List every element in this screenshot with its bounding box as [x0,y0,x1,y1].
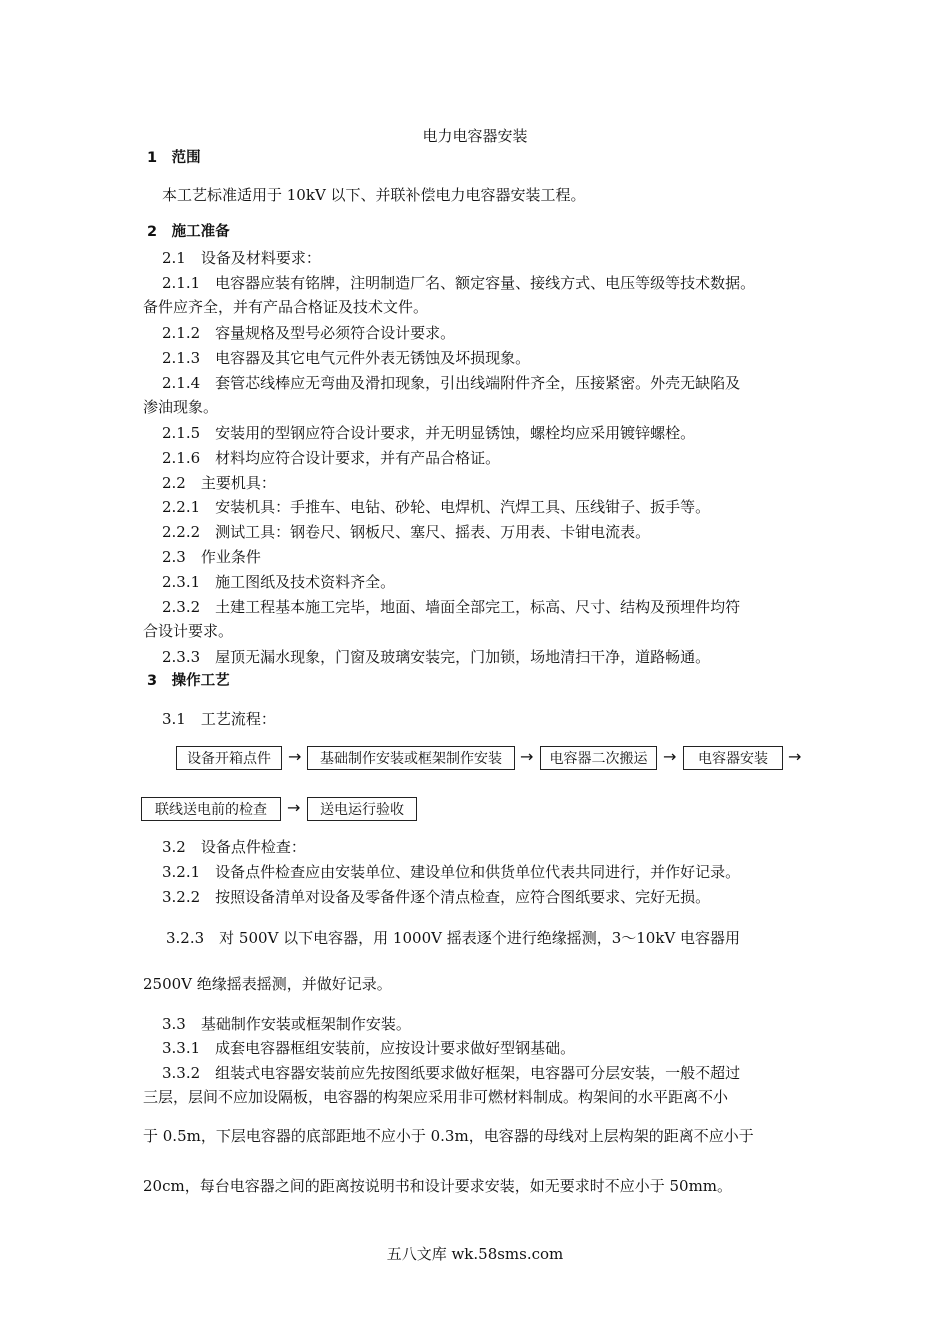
section-3-line: 3.3.1 成套电容器框组安装前，应按设计要求做好型钢基础。 [162,1039,576,1057]
section-2-line: 2.2.2 测试工具：钢卷尺、钢板尺、塞尺、摇表、万用表、卡钳电流表。 [162,523,651,541]
section-3-line: 2500V 绝缘摇表摇测，并做好记录。 [143,975,392,993]
section-2-line: 2.1.2 容量规格及型号必须符合设计要求。 [162,324,456,342]
flow-step: 联线送电前的检查 [141,797,281,821]
section-3-line: 于 0.5m，下层电容器的底部距地不应小于 0.3m，电容器的母线对上层构架的距离不应小于 [143,1127,754,1145]
flow-step: 送电运行验收 [307,797,417,821]
flow-step: 基础制作安装或框架制作安装 [307,746,515,770]
section-2-line: 2.1.6 材料均应符合设计要求，并有产品合格证。 [162,449,501,467]
section-3-line: 3.3 基础制作安装或框架制作安装。 [162,1015,411,1033]
footer-watermark: 五八文库 wk.58sms.com [386,1245,564,1263]
section-3-line: 20cm，每台电容器之间的距离按说明书和设计要求安装，如无要求时不应小于 50mm。 [143,1177,733,1195]
flow-arrow: → [287,798,301,817]
section-2-line: 2.3.3 屋顶无漏水现象，门窗及玻璃安装完，门加锁，场地清扫干净，道路畅通。 [162,648,711,666]
section-2-line: 2.3 作业条件 [162,548,261,566]
section-2-line: 2.3.1 施工图纸及技术资料齐全。 [162,573,396,591]
section-3-heading: 3 操作工艺 [147,673,230,689]
section-3-line: 3.2 设备点件检查： [162,838,306,856]
section-3-line: 3.2.2 按照设备清单对设备及零备件逐个清点检查，应符合图纸要求、完好无损。 [162,888,711,906]
section-1-heading: 1 范围 [147,150,201,166]
section-2-line: 渗油现象。 [143,398,219,416]
section-2-line: 2.2.1 安装机具：手推车、电钻、砂轮、电焊机、汽焊工具、压线钳子、扳手等。 [162,498,711,516]
section-3-line: 3.2.1 设备点件检查应由安装单位、建设单位和供货单位代表共同进行，并作好记录。 [162,863,741,881]
section-2-heading: 2 施工准备 [147,224,230,240]
section-2-line: 2.1.3 电容器及其它电气元件外表无锈蚀及坏损现象。 [162,349,531,367]
section-2-line: 2.2 主要机具： [162,474,276,492]
page-title: 电力电容器安装 [422,127,528,145]
section-3-line: 3.2.3 对 500V 以下电容器，用 1000V 摇表逐个进行绝缘摇测，3～10kV 电容器用 [166,929,741,947]
flow-step: 电容器二次搬运 [540,746,657,770]
flow-arrow: → [788,747,802,766]
section-3-line: 三层，层间不应加设隔板，电容器的构架应采用非可燃材料制成。构架间的水平距离不小 [143,1088,729,1106]
section-3-line: 3.3.2 组装式电容器安装前应先按图纸要求做好框架，电容器可分层安装，一般不超过 [162,1064,741,1082]
section-2-line: 备件应齐全，并有产品合格证及技术文件。 [143,298,429,316]
section-1-text: 本工艺标准适用于 10kV 以下、并联补偿电力电容器安装工程。 [162,186,586,204]
section-2-line: 2.1.5 安装用的型钢应符合设计要求，并无明显锈蚀，螺栓均应采用镀锌螺栓。 [162,424,696,442]
flow-arrow: → [663,747,677,766]
section-2-line: 2.1.4 套管芯线棒应无弯曲及滑扣现象，引出线端附件齐全，压接紧密。外壳无缺陷及 [162,374,741,392]
flow-step: 设备开箱点件 [176,746,282,770]
section-2-line: 2.1.1 电容器应装有铭牌，注明制造厂名、额定容量、接线方式、电压等级等技术数据。 [162,274,756,292]
section-2-line: 合设计要求。 [143,622,234,640]
section-2-line: 2.1 设备及材料要求： [162,249,321,267]
flow-arrow: → [520,747,534,766]
section-3-line: 3.1 工艺流程： [162,710,276,728]
flow-arrow: → [288,747,302,766]
flow-step: 电容器安装 [683,746,783,770]
section-2-line: 2.3.2 土建工程基本施工完毕，地面、墙面全部完工，标高、尺寸、结构及预埋件均符 [162,598,741,616]
